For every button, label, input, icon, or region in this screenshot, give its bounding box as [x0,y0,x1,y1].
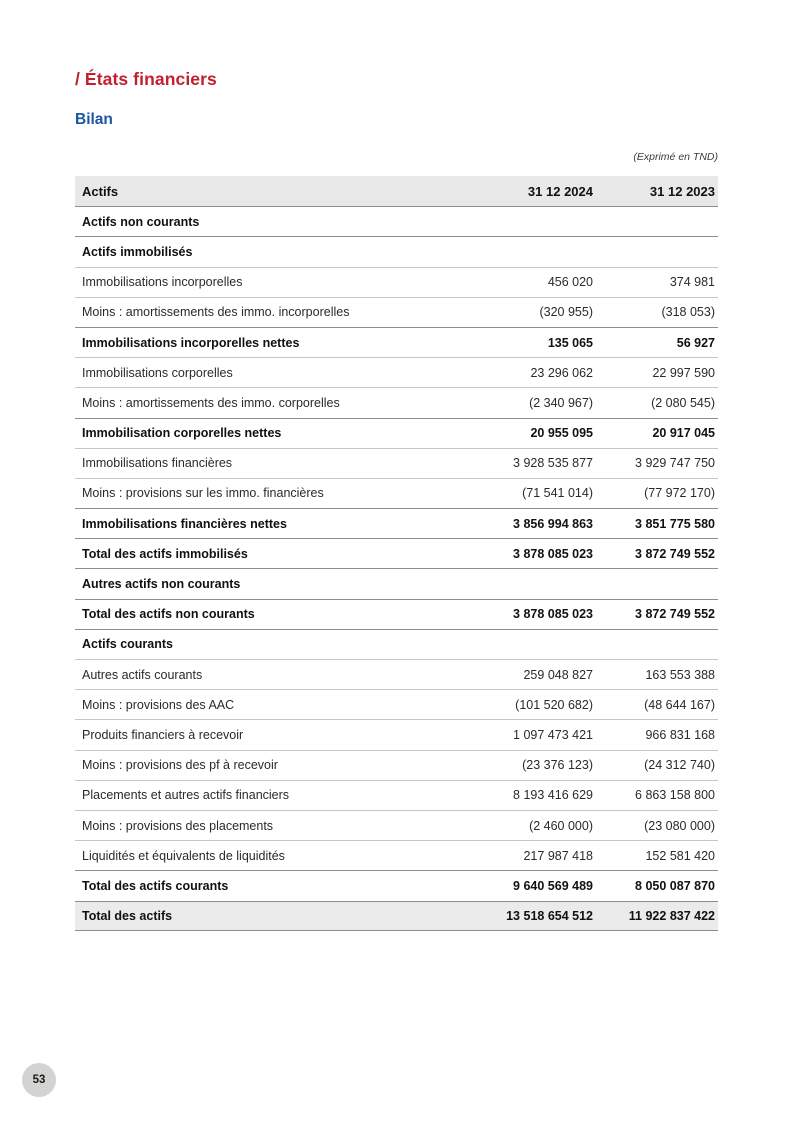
table-row [75,629,718,659]
value-2024: 23 296 062 [530,365,593,380]
value-2024: 3 878 085 023 [513,546,593,561]
row-label: Produits financiers à recevoir [82,727,244,742]
value-2024: (320 955) [539,305,593,320]
row-label: Immobilisations corporelles [82,365,233,380]
value-2024: 135 065 [547,335,593,350]
row-label: Actifs immobilisés [82,244,193,259]
table-row [75,659,718,689]
value-2023: 3 929 747 750 [635,456,715,471]
value-2023: (318 053) [661,305,715,320]
page-number: 53 [32,1074,46,1086]
table-row [75,508,718,538]
value-2023: 22 997 590 [652,365,715,380]
row-label: Moins : amortissements des immo. incorporelles [82,305,350,320]
value-2023: 11 922 837 422 [628,908,715,923]
table-row [75,387,718,417]
value-2023: 8 050 087 870 [635,878,715,893]
value-2023: 20 917 045 [652,426,715,441]
row-label: Autres actifs courants [82,667,203,682]
row-label: Moins : amortissements des immo. corporelles [82,395,340,410]
table-row [75,870,718,900]
row-label: Total des actifs non courants [82,607,255,622]
value-2024: (23 376 123) [522,758,593,773]
table-row [75,418,718,448]
value-2023: (48 644 167) [644,697,715,712]
row-label: Immobilisations financières [82,456,233,471]
page-subtitle: Bilan [75,111,113,128]
table-row [75,780,718,810]
value-2024: 3 878 085 023 [513,607,593,622]
row-label: Actifs non courants [82,214,200,229]
value-2023: (77 972 170) [644,486,715,501]
table-row [75,327,718,357]
table-row [75,448,718,478]
table-row [75,599,718,629]
table-row [75,267,718,297]
balance-sheet-table [75,176,718,931]
table-row [75,538,718,568]
value-2024: (71 541 014) [522,486,593,501]
value-2024: (101 520 682) [515,697,593,712]
value-2024: (2 340 967) [529,395,593,410]
row-label: Moins : provisions des AAC [82,697,235,712]
value-2023: (23 080 000) [644,818,715,833]
page-number-badge [22,1063,56,1097]
row-label: Liquidités et équivalents de liquidités [82,848,285,863]
value-2024: 13 518 654 512 [506,908,593,923]
table-row [75,689,718,719]
value-2023: (2 080 545) [651,395,715,410]
row-label: Moins : provisions sur les immo. financières [82,486,324,501]
value-2024: 8 193 416 629 [513,788,593,803]
value-2023: 374 981 [669,275,715,290]
value-2023: 152 581 420 [645,848,715,863]
value-2024: 1 097 473 421 [513,727,593,742]
value-2024: 456 020 [547,275,593,290]
table-row [75,297,718,327]
row-label: Actifs courants [82,637,173,652]
value-2024: 9 640 569 489 [513,878,593,893]
row-label: Immobilisations financières nettes [82,516,287,531]
value-2024: 3 928 535 877 [513,456,593,471]
table-row [75,719,718,749]
table-row [75,357,718,387]
table-row [75,750,718,780]
row-label: Immobilisations incorporelles nettes [82,335,300,350]
row-label: Total des actifs immobilisés [82,546,248,561]
header-col-2023: 31 12 2023 [649,183,715,199]
table-row [75,840,718,870]
header-label: Actifs [82,183,119,199]
row-label: Immobilisation corporelles nettes [82,426,282,441]
table-row [75,901,718,931]
section-title: / États financiers [75,69,217,89]
row-label: Total des actifs [82,908,173,923]
row-label: Total des actifs courants [82,878,229,893]
value-2024: (2 460 000) [529,818,593,833]
table-body [75,206,718,931]
value-2023: 3 851 775 580 [635,516,715,531]
value-2023: 3 872 749 552 [635,607,715,622]
value-2023: 966 831 168 [645,727,715,742]
table-header-row [75,176,718,206]
value-2024: 217 987 418 [523,848,593,863]
value-2023: (24 312 740) [644,758,715,773]
row-label: Placements et autres actifs financiers [82,788,290,803]
value-2023: 6 863 158 800 [635,788,715,803]
value-2024: 3 856 994 863 [513,516,593,531]
value-2023: 163 553 388 [645,667,715,682]
table-row [75,236,718,266]
table-row [75,568,718,598]
value-2024: 259 048 827 [523,667,593,682]
table-row [75,810,718,840]
value-2024: 20 955 095 [530,426,593,441]
row-label: Moins : provisions des placements [82,818,274,833]
currency-note: (Exprimé en TND) [633,151,718,163]
value-2023: 56 927 [676,335,715,350]
row-label: Autres actifs non courants [82,577,241,592]
table-row [75,478,718,508]
row-label: Moins : provisions des pf à recevoir [82,758,278,773]
header-col-2024: 31 12 2024 [527,183,593,199]
table-row [75,206,718,236]
value-2023: 3 872 749 552 [635,546,715,561]
row-label: Immobilisations incorporelles [82,275,243,290]
